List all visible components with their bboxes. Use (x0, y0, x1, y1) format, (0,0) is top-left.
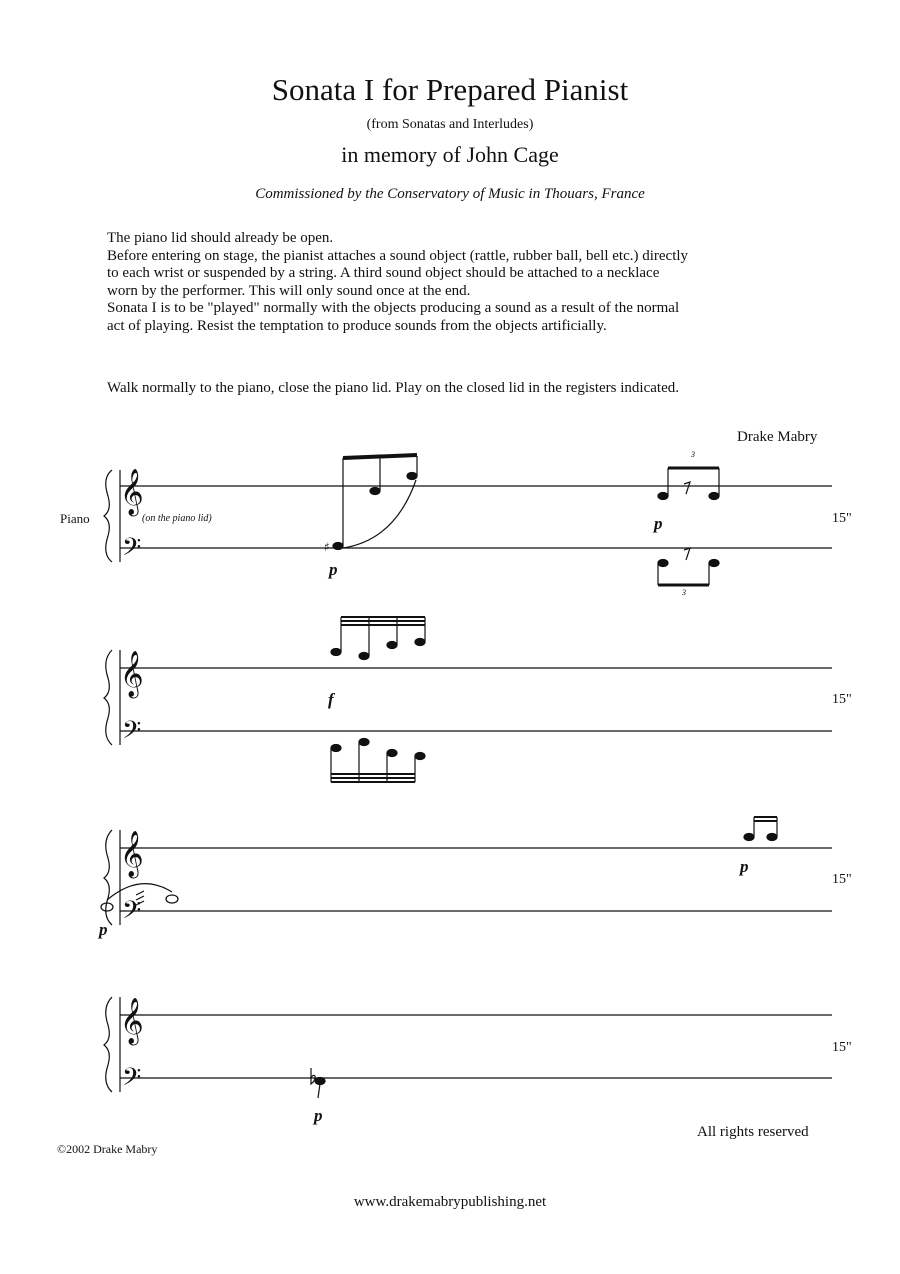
instruction-line: worn by the performer. This will only sound once at the end. (107, 282, 471, 299)
note-head (370, 488, 380, 495)
note-head (333, 543, 343, 550)
commission-note: Commissioned by the Conservatory of Music in Thouars, France (255, 186, 645, 202)
rest-icon (684, 548, 690, 560)
treble-clef-icon: 𝄞 (120, 831, 144, 877)
treble-clef-icon: 𝄞 (120, 469, 144, 515)
lid-note: (on the piano lid) (142, 513, 212, 524)
rights-notice: All rights reserved (697, 1124, 809, 1140)
bass-clef-icon: 𝄢 (122, 716, 142, 751)
instrument-label: Piano (60, 511, 90, 526)
duration-marking: 15" (832, 1040, 852, 1055)
duration-marking: 15" (832, 511, 852, 526)
duration-marking: 15" (832, 692, 852, 707)
note-head (407, 473, 417, 480)
dedication: in memory of John Cage (341, 142, 559, 167)
performance-direction: Walk normally to the piano, close the piano lid. Play on the closed lid in the registers indicated. (107, 380, 679, 396)
dynamic-marking: p (654, 514, 663, 533)
sharp-icon: ♯ (324, 540, 330, 554)
copyright-notice: ©2002 Drake Mabry (57, 1142, 158, 1156)
duration-marking: 15" (832, 872, 852, 887)
instruction-line: act of playing. Resist the temptation to produce sounds from the objects artificially. (107, 317, 607, 334)
dynamic-marking: p (99, 920, 108, 939)
note-head (658, 560, 668, 567)
bass-clef-icon: 𝄢 (122, 896, 142, 931)
instruction-line: Before entering on stage, the pianist attaches a sound object (rattle, rubber ball, bell etc.) directly (107, 247, 689, 264)
brace (104, 997, 112, 1092)
dynamic-marking: p (740, 857, 749, 876)
treble-clef-icon: 𝄞 (120, 651, 144, 697)
dynamic-marking: f (328, 690, 334, 709)
tuplet-number: 3 (691, 450, 695, 459)
bass-clef-icon: 𝄢 (122, 533, 142, 568)
instruction-line: to each wrist or suspended by a string. A third sound object should be attached to a necklace (107, 265, 660, 282)
beam (343, 455, 417, 458)
rest-icon (684, 482, 690, 494)
score-title: Sonata I for Prepared Pianist (271, 72, 629, 107)
bass-clef-icon: 𝄢 (122, 1063, 142, 1098)
dynamic-marking: p (314, 1106, 323, 1125)
treble-clef-icon: 𝄞 (120, 998, 144, 1044)
composer-name: Drake Mabry (737, 429, 818, 445)
score-subtitle: (from Sonatas and Interludes) (366, 117, 534, 132)
note-head (658, 493, 668, 500)
dynamic-marking: p (329, 560, 338, 579)
instruction-line: The piano lid should already be open. (107, 230, 334, 246)
brace (104, 470, 112, 562)
instruction-line: Sonata I is to be "played" normally with the objects producing a sound as a result of the normal (107, 300, 680, 317)
note-head (709, 493, 719, 500)
note-head (709, 560, 719, 567)
brace (104, 650, 112, 745)
publisher-website: www.drakemabrypublishing.net (353, 1194, 547, 1210)
tuplet-number: 3 (682, 588, 686, 597)
